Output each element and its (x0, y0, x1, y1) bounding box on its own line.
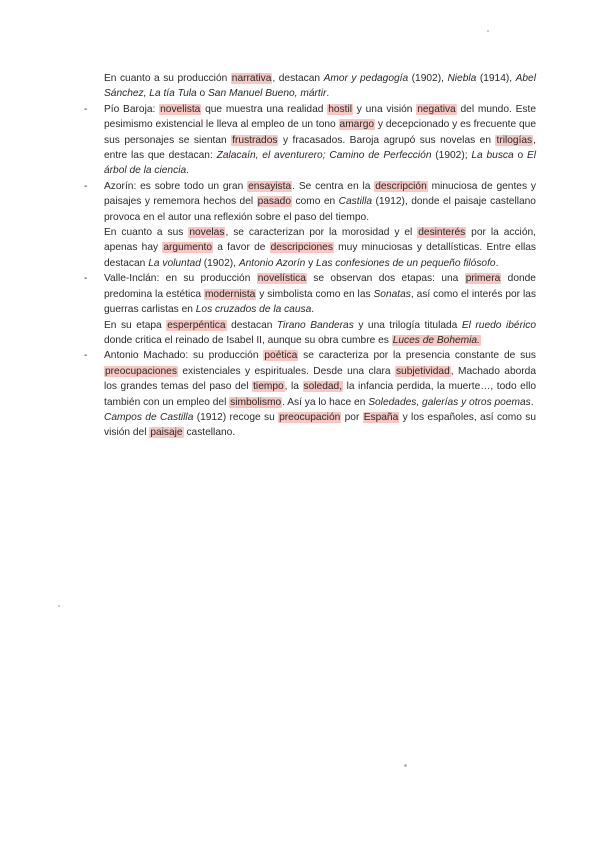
highlight: paisaje (150, 427, 183, 439)
text: (1902), (408, 73, 448, 84)
text: se observan dos etapas: una (306, 273, 465, 285)
text: . Se centra en la (292, 180, 375, 192)
text: , Machado aborda los grandes temas del paso del (104, 365, 536, 393)
bullet-azorin (84, 179, 536, 225)
text: a favor de (213, 242, 270, 254)
text: o (196, 88, 209, 100)
text: , entre las que destacan: (104, 134, 536, 162)
title-italic: El árbol de la ciencia (104, 150, 536, 177)
text: destacan (226, 319, 277, 331)
highlight: amargo (339, 119, 375, 131)
highlight: preocupación (279, 411, 341, 423)
text: muy minuciosas y detallísticas. Entre ellas destacan (104, 242, 537, 269)
text: se caracteriza por la presencia constante de sus (298, 350, 536, 362)
bullet-dash: - (84, 350, 88, 362)
text: . (530, 396, 534, 408)
title-italic: Abel Sánchez, La tía Tula (104, 73, 536, 100)
highlight: trilogías (496, 134, 533, 146)
text: . (495, 257, 499, 269)
title-italic: La voluntad (148, 257, 201, 269)
highlight: desinterés (418, 227, 466, 239)
highlight: preocupaciones (105, 365, 177, 377)
text: como en (292, 196, 339, 208)
scan-speck (487, 30, 489, 32)
highlight: simbolismo (230, 396, 282, 408)
highlight: narrativa (231, 73, 272, 84)
text: En cuanto a su producción (104, 73, 231, 84)
text: , se caracterizan por la morosidad y el (225, 227, 418, 239)
highlight: novelas (189, 227, 225, 239)
highlight: modernista (204, 288, 256, 300)
title-italic: Sonatas (373, 288, 411, 300)
text: Valle-Inclán: en su producción (104, 273, 257, 285)
highlight: descripción (375, 180, 427, 192)
text: (1912) recoge su (193, 411, 279, 423)
text: y (305, 257, 317, 269)
title-italic: Soledades, galerías y otros poemas (368, 396, 531, 408)
highlight: esperpéntica (167, 319, 226, 331)
bullet-dash: - (84, 180, 88, 192)
text: En cuanto a sus (104, 227, 189, 239)
title-italic: Amor y pedagogía (323, 73, 409, 84)
text: por la acción, apenas hay (104, 227, 536, 254)
title-italic: Zalacaín, el aventurero; Camino de Perfección (216, 150, 432, 162)
highlight: subjetividad (395, 365, 450, 377)
text: del mundo. Este pesimismo existencial le lleva al empleo de un tono (104, 103, 536, 131)
text: donde critica el reinado de Isabel II, aunque su obra cumbre es (104, 334, 392, 346)
highlight: España (363, 411, 399, 423)
text: que muestra una realidad (201, 103, 328, 115)
text: y los españoles, así como su visión del (104, 411, 536, 439)
text: minuciosa de gentes y paisajes y rememora hechos del (104, 180, 536, 208)
text: Azorín: es sobre todo un gran (104, 180, 248, 192)
highlight: hostil (328, 103, 352, 115)
highlight: argumento (163, 242, 213, 254)
highlight: novelística (257, 273, 306, 285)
bullet-machado (84, 348, 536, 410)
title-italic: Campos de Castilla (104, 411, 194, 423)
highlight: ensayista (248, 180, 292, 192)
highlight: poética (264, 350, 298, 362)
text: y una visión (353, 103, 417, 115)
highlight: negativa (417, 103, 456, 115)
highlight: primera (465, 273, 501, 285)
text: . (186, 165, 189, 177)
text: y una trilogía titulada (353, 319, 462, 331)
text: existenciales y espirituales. Desde una clara (177, 365, 395, 377)
title-italic: Niebla (447, 73, 477, 84)
text: por (341, 411, 363, 423)
bullet-baroja (84, 102, 536, 179)
text: Antonio Machado: su producción (104, 350, 264, 362)
text: , la (284, 381, 303, 393)
text-block (84, 71, 536, 441)
title-italic: San Manuel Bueno, mártir (208, 88, 327, 100)
paragraph-esperpento (84, 318, 536, 349)
text: (1902); (431, 150, 472, 162)
paragraph-azorin-novels (84, 225, 536, 271)
highlight: pasado (257, 196, 292, 208)
title-italic: La busca (471, 150, 514, 162)
title-italic: Los cruzados de la causa (195, 304, 312, 316)
text: y simbolista como en las (256, 288, 374, 300)
highlight-title: Luces de Bohemia. (392, 334, 480, 346)
scan-speck (404, 764, 407, 767)
text: (1914), (476, 73, 516, 84)
highlight: frustrados (232, 134, 278, 146)
bullet-valle-inclan (84, 271, 536, 317)
text: , así como el interés por las guerras carlistas en (104, 288, 536, 316)
text: Pío Baroja: (104, 103, 160, 115)
text: En su etapa (104, 319, 167, 331)
title-italic: Castilla (338, 196, 373, 208)
text: . (326, 88, 330, 100)
highlight: soledad, (303, 381, 343, 393)
text: . Así ya lo hace en (282, 396, 369, 408)
title-italic: Tirano Banderas (276, 319, 354, 331)
paragraph-campos-de-castilla (84, 410, 536, 441)
text: , destacan (272, 73, 324, 84)
highlight: novelista (160, 103, 201, 115)
text: donde predomina la estética (104, 273, 536, 300)
text: y decepcionado y es frecuente que sus personajes se sientan (104, 119, 536, 146)
scan-speck (58, 605, 60, 607)
text: la infancia perdida, la muerte…, todo ello también con un empleo del (104, 381, 537, 408)
text: (1912), donde el paisaje castellano provoca en el autor una reflexión sobre el paso del tiempo. (104, 196, 536, 223)
title-italic: Las confesiones de un pequeño filósofo (316, 257, 496, 269)
bullet-dash: - (84, 103, 88, 115)
title-italic: Antonio Azorín (238, 257, 306, 269)
bullet-dash: - (84, 273, 88, 285)
title-italic: El ruedo ibérico (461, 319, 536, 331)
highlight: tiempo (253, 381, 284, 393)
highlight: descripciones (270, 242, 333, 254)
text: o (513, 150, 527, 162)
paragraph-unamuno-novels (84, 71, 536, 102)
text: castellano. (183, 427, 236, 439)
text: . (311, 304, 315, 316)
text: y fracasados. Baroja agrupó sus novelas en (278, 134, 496, 146)
text: (1902), (200, 257, 239, 269)
